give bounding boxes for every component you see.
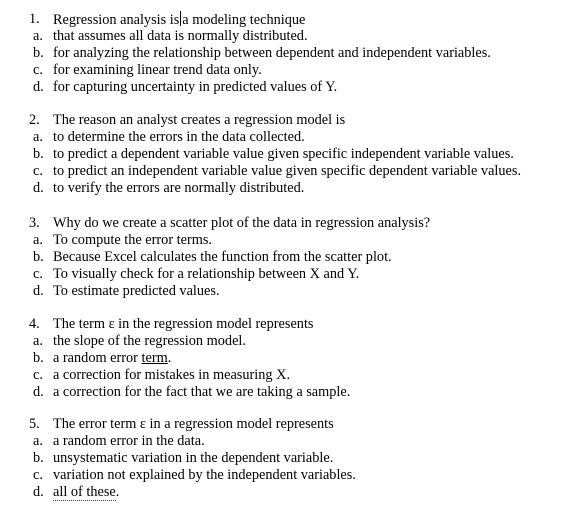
option-letter: b. (33, 350, 44, 366)
option-letter: c. (33, 266, 43, 282)
option-text: To estimate predicted values. (53, 283, 220, 299)
option-text-part: . (115, 484, 120, 500)
option-text: for capturing uncertainty in predicted values of Y. (53, 79, 338, 95)
option-text: variation not explained by the independent variables. (53, 467, 356, 483)
option-text: that assumes all data is normally distributed. (53, 28, 308, 44)
question-stem-part: a modeling technique (182, 12, 306, 28)
option-text: for analyzing the relationship between dependent and independent variables. (53, 45, 491, 61)
option-text-part: . (167, 350, 172, 366)
option-text: to predict a dependent variable value given specific independent variable values. (53, 146, 514, 162)
question-stem: The term ε in the regression model represents (53, 316, 314, 332)
question-number: 5. (29, 416, 40, 432)
option-letter: d. (33, 484, 44, 500)
option-text: unsystematic variation in the dependent variable. (53, 450, 334, 466)
question-number: 1. (29, 11, 40, 27)
option-letter: a. (33, 333, 43, 349)
option-text: To visually check for a relationship between X and Y. (53, 266, 360, 282)
option-letter: b. (33, 45, 44, 61)
option-text: the slope of the regression model. (53, 333, 246, 349)
option-letter: c. (33, 467, 43, 483)
option-text: to predict an independent variable value given specific dependent variable values. (53, 163, 522, 179)
option-letter: b. (33, 249, 44, 265)
option-letter: c. (33, 163, 43, 179)
option-text: to determine the errors in the data collected. (53, 129, 305, 145)
option-text: a correction for mistakes in measuring X. (53, 367, 291, 383)
option-letter: d. (33, 283, 44, 299)
option-letter: a. (33, 129, 43, 145)
option-text: Because Excel calculates the function from the scatter plot. (53, 249, 392, 265)
question-stem (53, 11, 305, 29)
option-text: To compute the error terms. (53, 232, 212, 248)
option-letter: d. (33, 180, 44, 196)
question-stem: The error term ε in a regression model represents (53, 416, 334, 432)
question-stem-part: Regression analysis is (53, 12, 180, 28)
option-letter: a. (33, 433, 43, 449)
option-letter: b. (33, 146, 44, 162)
question-stem: Why do we create a scatter plot of the data in regression analysis? (53, 215, 431, 231)
question-number: 4. (29, 316, 40, 332)
option-text (53, 484, 119, 501)
option-text: a correction for the fact that we are taking a sample. (53, 384, 351, 400)
option-text: to verify the errors are normally distributed. (53, 180, 305, 196)
option-letter: c. (33, 62, 43, 78)
option-text (53, 350, 171, 367)
option-text: a random error in the data. (53, 433, 205, 449)
option-letter: a. (33, 28, 43, 44)
option-text: for examining linear trend data only. (53, 62, 262, 78)
question-stem: The reason an analyst creates a regression model is (53, 112, 346, 128)
option-letter: d. (33, 384, 44, 400)
option-text-part: a random error (53, 350, 142, 366)
option-letter: c. (33, 367, 43, 383)
grammar-flagged-text: all of these (53, 484, 116, 500)
option-letter: d. (33, 79, 44, 95)
option-letter: a. (33, 232, 43, 248)
option-letter: b. (33, 450, 44, 466)
question-number: 3. (29, 215, 40, 231)
question-number: 2. (29, 112, 40, 128)
underlined-word: term (141, 350, 168, 366)
